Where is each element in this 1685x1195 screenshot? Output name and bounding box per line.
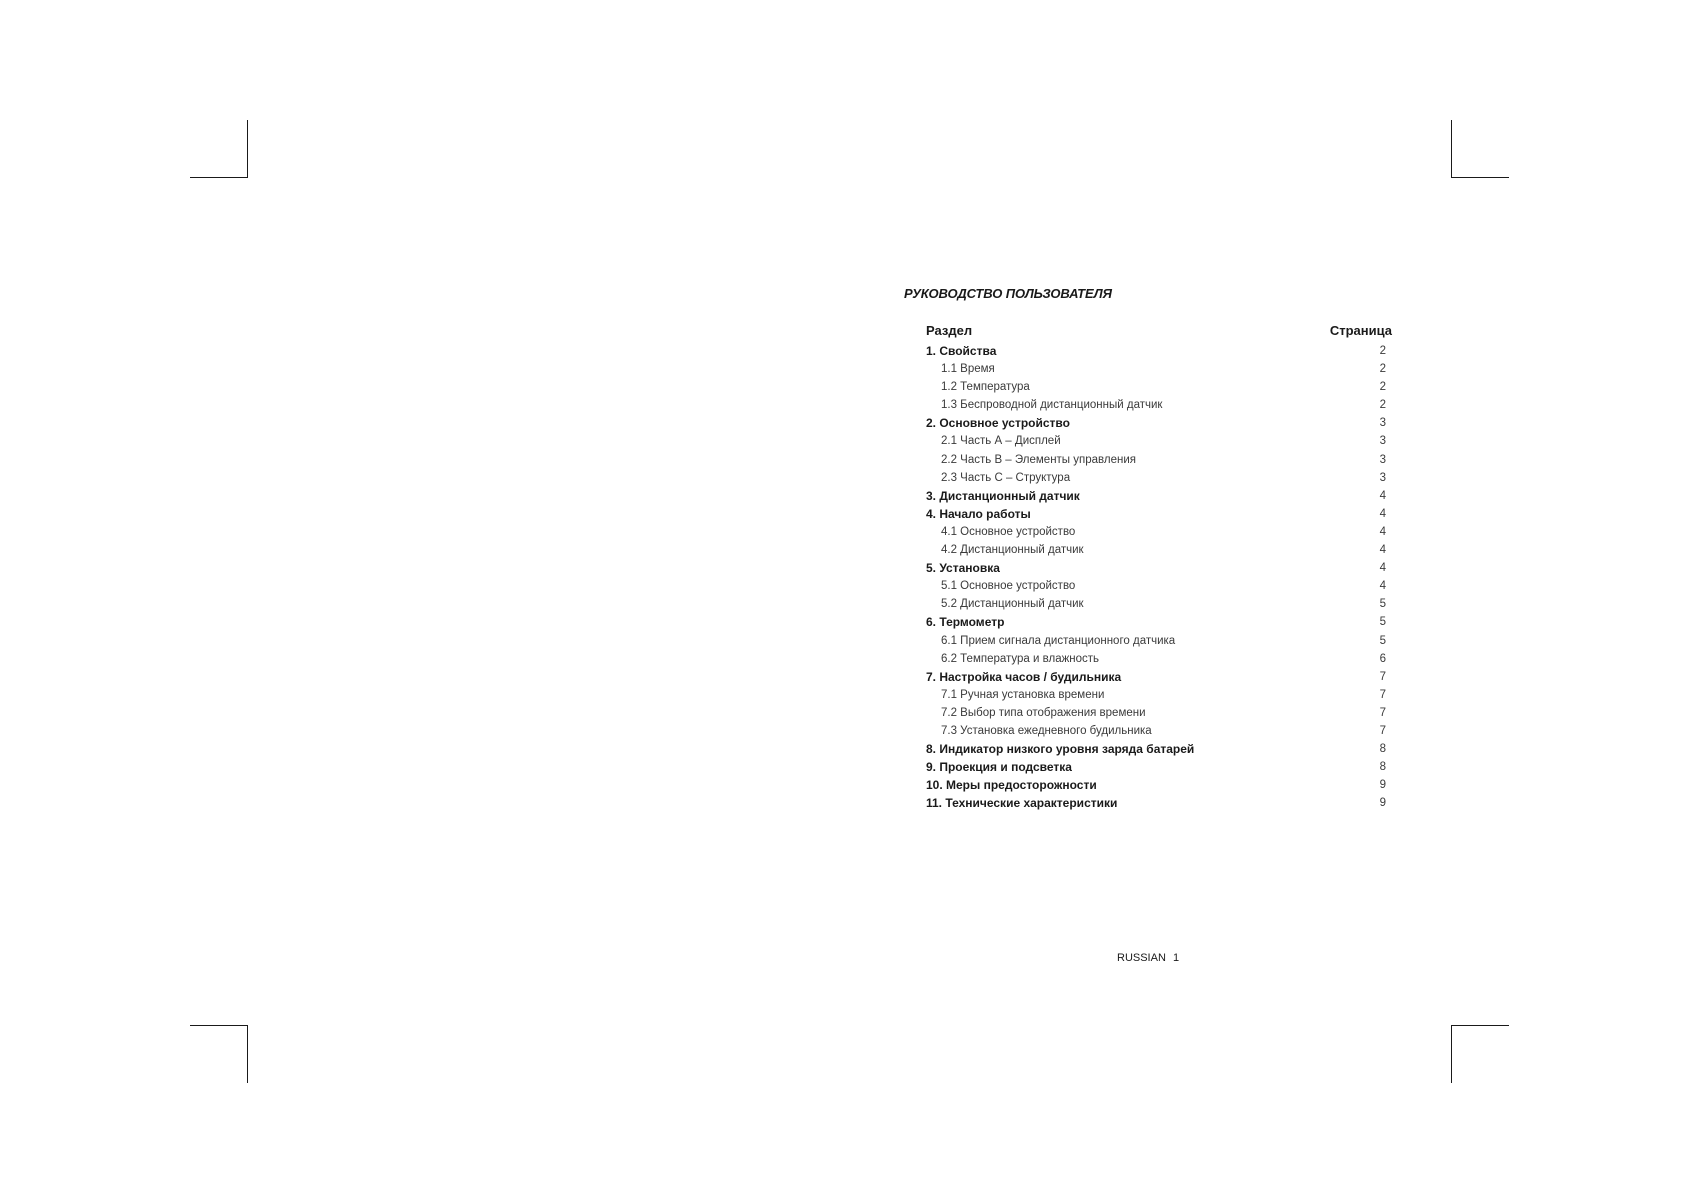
toc-header (926, 323, 1392, 341)
toc-entry-page: 4 (1379, 525, 1386, 538)
toc-entry-title: 10. Меры предосторожности (926, 778, 1097, 793)
toc-subsection-row (926, 523, 1386, 541)
crop-mark-top-right-horizontal (1451, 177, 1509, 178)
toc-subsection-row (926, 650, 1386, 668)
toc-header-page-label: Страница (1329, 323, 1392, 338)
crop-mark-bottom-right-vertical (1451, 1025, 1452, 1083)
toc-entry-title: 9. Проекция и подсветка (926, 760, 1072, 775)
toc-entry-title: 6.1 Прием сигнала дистанционного датчика (941, 634, 1176, 647)
toc-entry-page: 3 (1379, 453, 1386, 466)
toc-entry-title: 5.2 Дистанционный датчик (941, 598, 1084, 611)
crop-mark-top-left-vertical (247, 120, 248, 178)
toc-entry-title: 5.1 Основное устройство (941, 580, 1076, 593)
toc-subsection-row (926, 632, 1386, 650)
table-of-contents (926, 342, 1386, 812)
toc-section-row (926, 776, 1386, 794)
toc-subsection-row (926, 577, 1386, 595)
toc-section-row (926, 414, 1386, 432)
toc-entry-title: 6.2 Температура и влажность (941, 652, 1100, 665)
toc-entry-title: 1.3 Беспроводной дистанционный датчик (941, 399, 1163, 412)
toc-entry-title: 7.2 Выбор типа отображения времени (941, 706, 1146, 719)
toc-section-row (926, 758, 1386, 776)
crop-mark-bottom-left-vertical (247, 1025, 248, 1083)
toc-subsection-row (926, 396, 1386, 414)
toc-entry-title: 2.1 Часть А – Дисплей (941, 435, 1061, 448)
footer-language: RUSSIAN (1117, 952, 1166, 964)
toc-entry-page: 7 (1379, 724, 1386, 737)
toc-entry-title: 7. Настройка часов / будильника (926, 669, 1122, 684)
toc-entry-page: 7 (1379, 706, 1386, 719)
toc-subsection-row (926, 378, 1386, 396)
toc-entry-page: 5 (1379, 616, 1386, 629)
toc-entry-page: 7 (1379, 688, 1386, 701)
toc-entry-page: 6 (1379, 652, 1386, 665)
footer-page-number: 1 (1172, 952, 1180, 964)
toc-section-row (926, 487, 1386, 505)
toc-entry-title: 6. Термометр (926, 615, 1005, 630)
toc-entry-title: 2.2 Часть В – Элементы управления (941, 453, 1136, 466)
toc-entry-title: 11. Технические характеристики (926, 796, 1118, 811)
toc-entry-page: 3 (1379, 435, 1386, 448)
toc-entry-page: 4 (1379, 580, 1386, 593)
toc-entry-page: 3 (1379, 417, 1386, 430)
toc-entry-title: 1.1 Время (941, 363, 995, 376)
crop-mark-bottom-left-horizontal (190, 1025, 248, 1026)
toc-entry-title: 7.1 Ручная установка времени (941, 688, 1105, 701)
toc-entry-title: 4.1 Основное устройство (941, 525, 1076, 538)
toc-entry-title: 4. Начало работы (926, 506, 1031, 521)
crop-mark-top-left-horizontal (190, 177, 248, 178)
toc-section-row (926, 613, 1386, 631)
toc-entry-page: 3 (1379, 471, 1386, 484)
toc-entry-title: 8. Индикатор низкого уровня заряда батарей (926, 742, 1195, 757)
toc-subsection-row (926, 595, 1386, 613)
toc-section-row (926, 740, 1386, 758)
toc-header-section-label: Раздел (926, 323, 973, 338)
toc-subsection-row (926, 469, 1386, 487)
toc-entry-title: 7.3 Установка ежедневного будильника (941, 724, 1152, 737)
toc-subsection-row (926, 541, 1386, 559)
toc-section-row (926, 505, 1386, 523)
toc-entry-page: 7 (1379, 670, 1386, 683)
toc-entry-page: 8 (1379, 761, 1386, 774)
toc-entry-title: 1. Свойства (926, 344, 997, 358)
toc-subsection-row (926, 722, 1386, 740)
toc-entry-page: 2 (1379, 345, 1386, 357)
toc-entry-page: 2 (1379, 363, 1386, 376)
crop-mark-top-right-vertical (1451, 120, 1452, 178)
toc-entry-title: 4.2 Дистанционный датчик (941, 544, 1084, 557)
toc-section-row (926, 559, 1386, 577)
toc-subsection-row (926, 686, 1386, 704)
toc-entry-page: 2 (1379, 399, 1386, 412)
crop-mark-bottom-right-horizontal (1451, 1025, 1509, 1026)
toc-subsection-row (926, 451, 1386, 469)
toc-entry-title: 2. Основное устройство (926, 416, 1070, 431)
toc-entry-page: 9 (1379, 797, 1386, 810)
toc-entry-page: 5 (1379, 634, 1386, 647)
toc-subsection-row (926, 360, 1386, 378)
toc-entry-page: 4 (1379, 507, 1386, 520)
toc-section-row (926, 668, 1386, 686)
toc-entry-page: 4 (1379, 562, 1386, 575)
toc-section-row (926, 342, 1386, 360)
page-footer (1117, 952, 1179, 964)
toc-entry-page: 9 (1379, 779, 1386, 792)
toc-subsection-row (926, 704, 1386, 722)
toc-section-row (926, 794, 1386, 812)
toc-entry-title: 2.3 Часть С – Структура (941, 471, 1071, 484)
toc-entry-page: 5 (1379, 598, 1386, 611)
toc-entry-title: 5. Установка (926, 561, 1000, 576)
toc-entry-page: 2 (1379, 381, 1386, 394)
toc-entry-page: 4 (1379, 489, 1386, 502)
toc-entry-title: 3. Дистанционный датчик (926, 488, 1080, 503)
toc-subsection-row (926, 432, 1386, 450)
toc-entry-title: 1.2 Температура (941, 381, 1030, 394)
document-title: РУКОВОДСТВО ПОЛЬЗОВАТЕЛЯ (904, 286, 1112, 301)
toc-entry-page: 4 (1379, 544, 1386, 557)
toc-entry-page: 8 (1379, 743, 1386, 756)
